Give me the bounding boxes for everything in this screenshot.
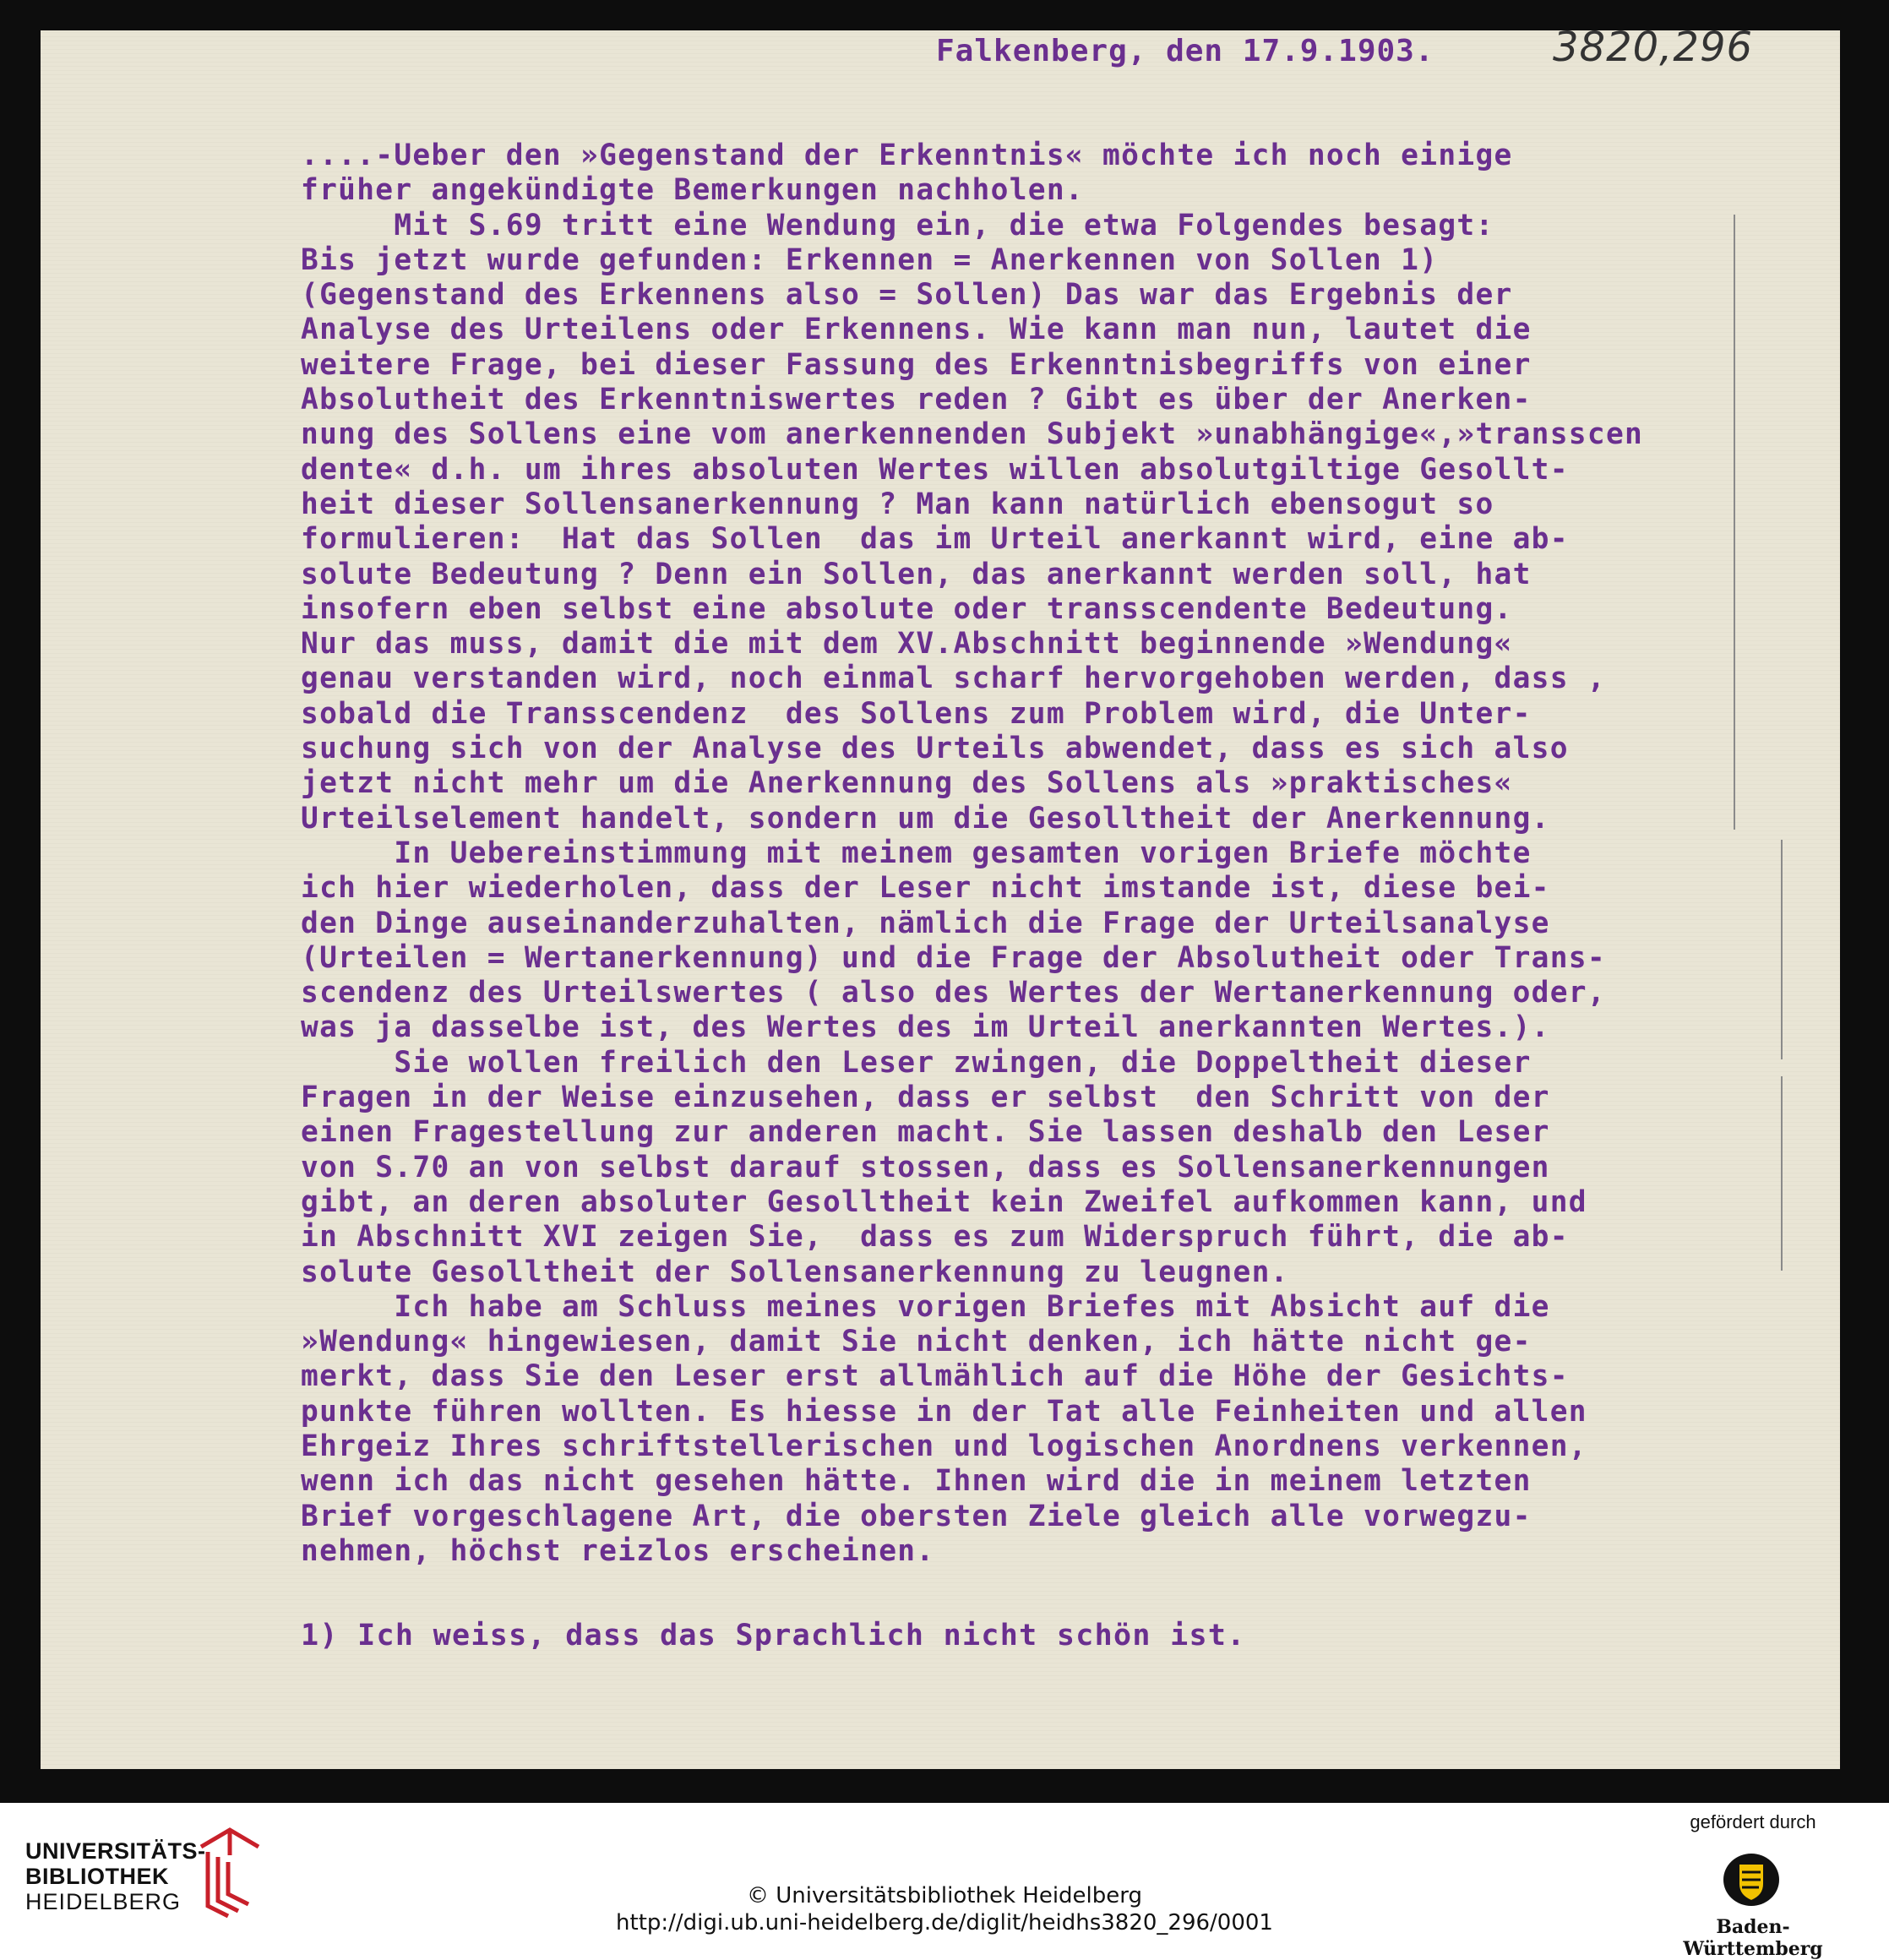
sponsor-block	[1656, 1811, 1850, 1960]
letter-line: dente« d.h. um ihres absoluten Wertes willen absolutgiltige Gesollt-	[301, 452, 1569, 487]
letter-line: sobald die Transscendenz des Sollens zum Problem wird, die Unter-	[301, 696, 1532, 731]
letter-line: (Urteilen = Wertanerkennung) und die Frage der Absolutheit oder Trans-	[301, 940, 1606, 975]
footer	[0, 1803, 1889, 1960]
letter-line: formulieren: Hat das Sollen das im Urteil anerkannt wird, eine ab-	[301, 522, 1569, 557]
letter-page	[41, 24, 1840, 1769]
letter-line: heit dieser Sollensanerkennung ? Man kann natürlich ebensogut so	[301, 487, 1494, 521]
letter-line: jetzt nicht mehr um die Anerkennung des Sollens als »praktisches«	[301, 766, 1513, 801]
institution-line2: BIBLIOTHEK	[25, 1864, 169, 1889]
letter-line: weitere Frage, bei dieser Fassung des Erkenntnisbegriffs von einer	[301, 347, 1532, 382]
institution-line1: UNIVERSITÄTS-	[25, 1838, 206, 1864]
letter-line: gibt, an deren absoluter Gesolltheit kein Zweifel aufkommen kann, und	[301, 1184, 1587, 1219]
letter-line: früher angekündigte Bemerkungen nachholen.	[301, 173, 1084, 208]
copyright-text: © Universitätsbibliothek Heidelberg	[746, 1883, 1142, 1908]
letter-line: nehmen, höchst reizlos erscheinen.	[301, 1533, 935, 1568]
copyright-block	[0, 1882, 1889, 1936]
letter-line: genau verstanden wird, noch einmal scharf hervorgehoben werden, dass ,	[301, 662, 1606, 696]
letter-line: Brief vorgeschlagene Art, die obersten Ziele gleich alle vorwegzu-	[301, 1499, 1532, 1533]
letter-line: solute Bedeutung ? Denn ein Sollen, das anerkannt werden soll, hat	[301, 557, 1532, 591]
letter-line: ich hier wiederholen, dass der Leser nicht imstande ist, diese bei-	[301, 871, 1550, 906]
date-line: Falkenberg, den 17.9.1903.	[936, 34, 1434, 68]
sponsor-label: gefördert durch	[1690, 1811, 1816, 1832]
letter-line: Absolutheit des Erkenntniswertes reden ? Gibt es über der Anerken-	[301, 383, 1532, 417]
margin-bracket-2	[1772, 840, 1783, 1059]
letter-line: insofern eben selbst eine absolute oder transscendente Bedeutung.	[301, 591, 1513, 626]
letter-line: den Dinge auseinanderzuhalten, nämlich die Frage der Urteilsanalyse	[301, 906, 1550, 940]
letter-line: Nur das muss, damit die mit dem XV.Abschnitt beginnende »Wendung«	[301, 627, 1513, 662]
letter-line: Ehrgeiz Ihres schriftstellerischen und logischen Anordnens verkennen,	[301, 1429, 1587, 1463]
letter-line: in Abschnitt XVI zeigen Sie, dass es zum Widerspruch führt, die ab-	[301, 1220, 1569, 1255]
letter-line: ....-Ueber den »Gegenstand der Erkenntnis« möchte ich noch einige	[301, 139, 1513, 172]
archive-number: 3820,296	[1553, 24, 1754, 71]
letter-line: »Wendung« hingewiesen, damit Sie nicht denken, ich hätte nicht ge-	[301, 1325, 1532, 1359]
letter-line: suchung sich von der Analyse des Urteils abwendet, dass es sich also	[301, 732, 1569, 766]
letter-line: In Uebereinstimmung mit meinem gesamten vorigen Briefe möchte	[301, 836, 1532, 870]
letter-line: Mit S.69 tritt eine Wendung ein, die etwa Folgendes besagt:	[301, 208, 1494, 242]
letter-line: einen Fragestellung zur anderen macht. Sie lassen deshalb den Leser	[301, 1115, 1550, 1150]
letter-line: Ich habe am Schluss meines vorigen Briefes mit Absicht auf die	[301, 1289, 1550, 1324]
sponsor-name: Baden-Württemberg	[1683, 1916, 1823, 1960]
letter-line: Bis jetzt wurde gefunden: Erkennen = Anerkennen von Sollen 1)	[301, 242, 1439, 277]
letter-line: nung des Sollens eine vom anerkennenden Subjekt »unabhängige«,»transscen	[301, 417, 1644, 452]
coat-of-arms-icon	[1722, 1852, 1781, 1908]
permalink[interactable]: http://digi.ub.uni-heidelberg.de/diglit/heidhs3820_296/0001	[616, 1910, 1273, 1936]
letter-line: Sie wollen freilich den Leser zwingen, die Doppeltheit dieser	[301, 1045, 1532, 1080]
letter-line: von S.70 an von selbst darauf stossen, dass es Sollensanerkennungen	[301, 1150, 1550, 1184]
letter-line: wenn ich das nicht gesehen hätte. Ihnen wird die in meinem letzten	[301, 1464, 1532, 1499]
letter-line: solute Gesolltheit der Sollensanerkennung zu leugnen.	[301, 1255, 1289, 1289]
margin-bracket-1	[1725, 215, 1735, 830]
footnote: 1) Ich weiss, dass das Sprachlich nicht schön ist.	[301, 1619, 1246, 1652]
letter-line: (Gegenstand des Erkennens also = Sollen) Das war das Ergebnis der	[301, 278, 1513, 313]
letter-line: punkte führen wollten. Es hiesse in der Tat alle Feinheiten und allen	[301, 1394, 1587, 1429]
margin-bracket-3	[1772, 1076, 1783, 1271]
letter-line: Analyse des Urteilens oder Erkennens. Wie kann man nun, lautet die	[301, 313, 1532, 347]
letter-line: merkt, dass Sie den Leser erst allmählich auf die Höhe der Gesichts-	[301, 1359, 1569, 1394]
letter-line: Urteilselement handelt, sondern um die Gesolltheit der Anerkennung.	[301, 801, 1550, 836]
institution-line3: HEIDELBERG	[25, 1889, 182, 1914]
letter-body	[301, 139, 1872, 1569]
letter-line: Fragen in der Weise einzusehen, dass er selbst den Schritt von der	[301, 1081, 1550, 1115]
letter-line: scendenz des Urteilswertes ( also des Wertes der Wertanerkennung oder,	[301, 976, 1606, 1010]
letter-line: was ja dasselbe ist, des Wertes des im Urteil anerkannten Wertes.).	[301, 1010, 1550, 1045]
